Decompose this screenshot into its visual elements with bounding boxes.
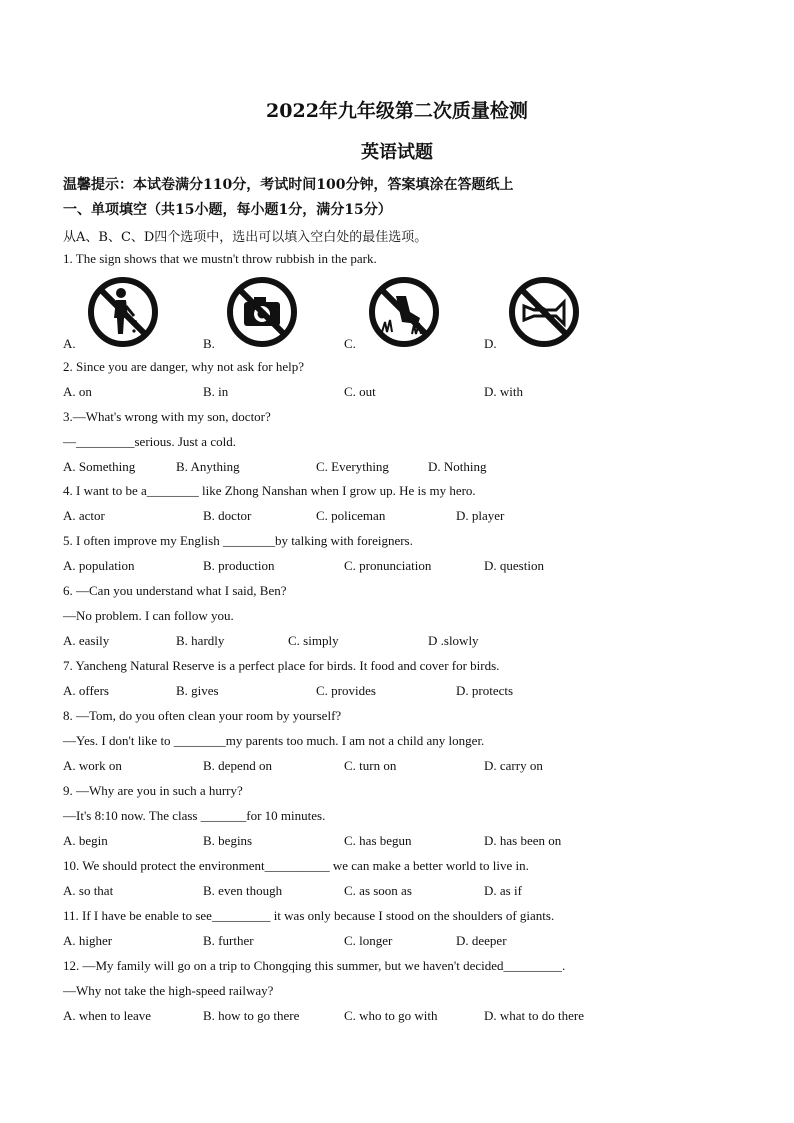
option-a: A. on	[63, 384, 92, 399]
no-camera-icon	[226, 276, 298, 348]
option-c: C. Everything	[316, 459, 389, 474]
question-line: —Yes. I don't like to ________my parents too much. I am not a child any longer.	[63, 733, 485, 748]
question-stem: 6. —Can you understand what I said, Ben?	[63, 583, 287, 598]
option-d: D. player	[456, 508, 505, 523]
option-d: D. has been on	[484, 833, 562, 848]
no-stepping-on-grass-icon	[368, 276, 440, 348]
question-stem: 12. —My family will go on a trip to Chongqing this summer, but we haven't decided_________.	[63, 958, 566, 973]
option-label: C.	[344, 336, 356, 351]
section-heading: 一、单项填空（共15小题，每小题1分，满分15分）	[63, 202, 392, 218]
option-c: C. who to go with	[344, 1008, 438, 1023]
option-c: C. simply	[288, 633, 339, 648]
question-stem: 2. Since you are danger, why not ask for help?	[63, 359, 304, 374]
option-b: B. hardly	[176, 633, 225, 648]
option-d: D. what to do there	[484, 1008, 585, 1023]
section-instruction: 从A、B、C、D四个选项中，选出可以填入空白处的最佳选项。	[63, 230, 428, 245]
option-b: B. production	[203, 558, 275, 573]
question-line: —Why not take the high-speed railway?	[63, 983, 274, 998]
option-a: A. higher	[63, 933, 113, 948]
option-b: B. how to go there	[203, 1008, 300, 1023]
question-stem: 8. —Tom, do you often clean your room by yourself?	[63, 708, 342, 723]
option-a: A. Something	[63, 459, 136, 474]
option-b: B. doctor	[203, 508, 252, 523]
no-littering-icon	[87, 276, 159, 348]
option-b: B. even though	[203, 883, 283, 898]
question-line: —_________serious. Just a cold.	[63, 434, 236, 449]
option-d: D. question	[484, 558, 544, 573]
question-stem: 7. Yancheng Natural Reserve is a perfect place for birds. It food and cover for birds.	[63, 658, 500, 673]
tip-text: 温馨提示：本试卷满分110分，考试时间100分钟，答案填涂在答题纸上	[63, 177, 514, 193]
question-line: —It's 8:10 now. The class _______for 10 minutes.	[63, 808, 326, 823]
question-line: —No problem. I can follow you.	[63, 608, 234, 623]
option-label: A.	[63, 336, 76, 351]
option-d: D. Nothing	[428, 459, 487, 474]
option-d: D. with	[484, 384, 523, 399]
question-stem: 1. The sign shows that we mustn't throw rubbish in the park.	[63, 251, 377, 266]
option-label: D.	[484, 336, 497, 351]
option-b: B. Anything	[176, 459, 240, 474]
question-stem: 10. We should protect the environment__________ we can make a better world to live in.	[63, 858, 529, 873]
option-a: A. when to leave	[63, 1008, 152, 1023]
option-b: B. in	[203, 384, 229, 399]
option-c: C. policeman	[316, 508, 386, 523]
option-a: A. offers	[63, 683, 109, 698]
option-c: C. longer	[344, 933, 393, 948]
question-stem: 11. If I have be enable to see_________ it was only because I stood on the shoulders of giants.	[63, 908, 555, 923]
option-b: B. further	[203, 933, 254, 948]
option-a: A. work on	[63, 758, 122, 773]
question-stem: 4. I want to be a________ like Zhong Nanshan when I grow up. He is my hero.	[63, 483, 476, 498]
option-d: D .slowly	[428, 633, 479, 648]
question-stem: 9. —Why are you in such a hurry?	[63, 783, 243, 798]
option-a: A. actor	[63, 508, 105, 523]
page-title: 2022年九年级第二次质量检测	[266, 100, 528, 122]
option-b: B. depend on	[203, 758, 272, 773]
option-b: B. begins	[203, 833, 253, 848]
option-d: D. deeper	[456, 933, 507, 948]
option-c: C. has begun	[344, 833, 412, 848]
option-a: A. population	[63, 558, 135, 573]
option-c: C. out	[344, 384, 376, 399]
option-d: D. carry on	[484, 758, 543, 773]
option-b: B. gives	[176, 683, 219, 698]
question-stem: 5. I often improve my English ________by talking with foreigners.	[63, 533, 413, 548]
option-a: A. so that	[63, 883, 114, 898]
option-c: C. pronunciation	[344, 558, 432, 573]
option-label: B.	[203, 336, 215, 351]
option-d: D. protects	[456, 683, 514, 698]
option-c: C. provides	[316, 683, 376, 698]
no-horn-icon	[508, 276, 580, 348]
option-a: A. easily	[63, 633, 110, 648]
option-d: D. as if	[484, 883, 522, 898]
option-c: C. as soon as	[344, 883, 412, 898]
option-a: A. begin	[63, 833, 108, 848]
question-stem: 3.—What's wrong with my son, doctor?	[63, 409, 271, 424]
option-c: C. turn on	[344, 758, 397, 773]
page-subtitle: 英语试题	[361, 142, 433, 163]
